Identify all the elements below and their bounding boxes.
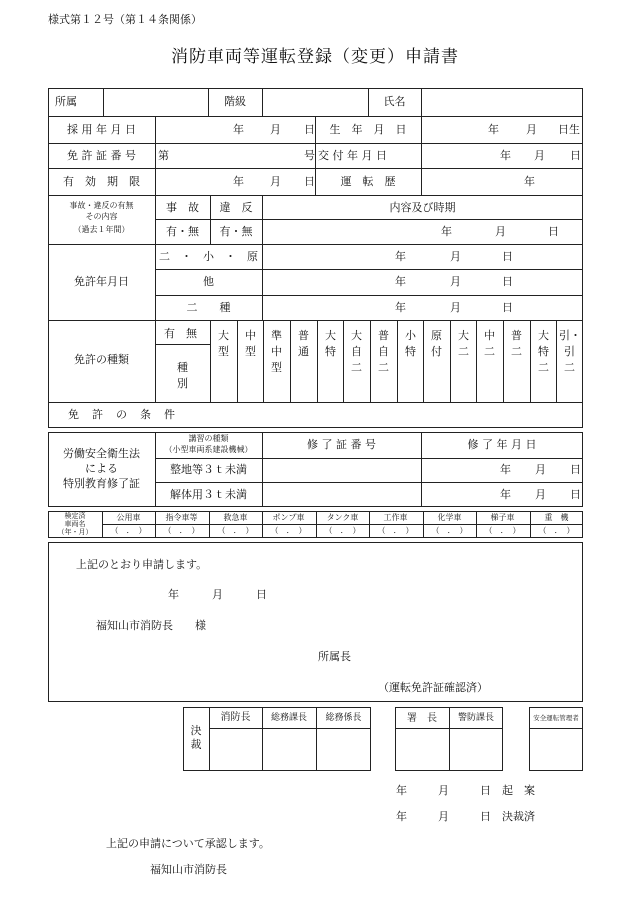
go-text: 号 xyxy=(304,149,315,162)
license-type-8[interactable]: 小特 xyxy=(405,329,416,358)
kessai-label: 決 裁 xyxy=(190,724,202,751)
license-type-2[interactable]: 中型 xyxy=(245,329,256,358)
month-text: 月 xyxy=(438,784,449,797)
birth-date-label: 生 年 月 日 xyxy=(329,123,407,136)
day-text: 日 xyxy=(480,810,491,823)
affiliation-label: 所属 xyxy=(55,95,77,108)
year-text: 年 xyxy=(395,275,406,288)
day-text: 日 xyxy=(502,301,513,314)
application-text: 上記のとおり申請します。 xyxy=(76,558,208,571)
cert-number-header: 修 了 証 番 号 xyxy=(307,438,376,451)
approve-text: 上記の申請について承認します。 xyxy=(106,837,270,850)
month-text: 月 xyxy=(270,123,281,136)
day-text: 日 xyxy=(548,225,559,238)
content-header: 内容及び時期 xyxy=(389,201,456,214)
vehicle-name-9: 重 機 xyxy=(544,513,569,522)
year-text: 年 xyxy=(233,175,244,188)
month-text: 月 xyxy=(535,463,546,476)
role-general-affairs-manager: 総務課長 xyxy=(270,713,307,723)
month-text: 月 xyxy=(526,123,537,136)
se-label-line1: 労働安全衛生法 xyxy=(63,447,140,460)
year-text: 年 xyxy=(395,250,406,263)
form-number: 様式第１２号（第１４条関係） xyxy=(48,13,202,26)
vehicle-date-1[interactable]: （ ． ） xyxy=(110,526,147,535)
accident-yes-no[interactable]: 有・無 xyxy=(166,225,199,238)
license-type-11[interactable]: 中二 xyxy=(484,329,495,358)
violation-yes-no[interactable]: 有・無 xyxy=(219,225,253,238)
year-text: 年 xyxy=(233,123,244,136)
day-text: 日 xyxy=(570,488,581,501)
month-text: 月 xyxy=(270,175,281,188)
day-text: 日 xyxy=(570,149,581,162)
vehicle-date-3[interactable]: （ ． ） xyxy=(217,526,254,535)
vehicle-label-line3: （年・月） xyxy=(57,528,93,536)
license-conditions-label: 免 許 の 条 件 xyxy=(68,408,176,421)
role-fire-chief: 消防長 xyxy=(220,712,251,723)
dai-text: 第 xyxy=(158,149,169,162)
license-type-label: 免許の種類 xyxy=(74,353,129,366)
vehicle-date-8[interactable]: （ ． ） xyxy=(484,526,521,535)
accident-label-line1: 事故・違反の有無 xyxy=(69,201,134,210)
role-fire-prevention-manager: 警防課長 xyxy=(457,713,494,723)
rank-label: 階級 xyxy=(224,95,246,108)
year-text: 年 xyxy=(500,149,511,162)
vehicle-name-2: 指令車等 xyxy=(165,513,198,522)
se-label-line2: による xyxy=(85,462,118,475)
role-general-affairs-chief: 総務係長 xyxy=(325,713,362,723)
vehicle-date-5[interactable]: （ ． ） xyxy=(324,526,361,535)
day-text: 日 xyxy=(570,463,581,476)
year-text: 年 xyxy=(395,301,406,314)
license-type-9[interactable]: 原付 xyxy=(431,329,442,358)
license-number-label: 免 許 証 番 号 xyxy=(67,149,136,162)
vehicle-date-6[interactable]: （ ． ） xyxy=(377,526,414,535)
month-text: 月 xyxy=(450,275,461,288)
vehicle-name-7: 化学車 xyxy=(437,513,462,522)
drafted-text: 起 案 xyxy=(502,784,535,797)
accident-label-line3: （過去１年間） xyxy=(73,225,130,234)
month-text: 月 xyxy=(495,225,506,238)
vehicle-label-line2: 車両名 xyxy=(64,520,86,528)
application-date: 年 月 日 xyxy=(168,588,267,601)
year-text: 年 xyxy=(500,488,511,501)
decided-text: 決裁済 xyxy=(502,810,535,823)
accident-header: 事 故 xyxy=(166,201,199,214)
license-type-4[interactable]: 普通 xyxy=(298,329,309,358)
year-text: 年 xyxy=(500,463,511,476)
day-text: 日 xyxy=(304,175,315,188)
license-type-7[interactable]: 普自二 xyxy=(378,329,389,374)
license-line-2: 他 xyxy=(203,275,214,288)
year-text: 年 xyxy=(396,810,407,823)
day-text: 日 xyxy=(502,275,513,288)
month-text: 月 xyxy=(535,488,546,501)
year-text: 年 xyxy=(524,175,535,188)
day-text: 日 xyxy=(480,784,491,797)
year-text: 年 xyxy=(441,225,452,238)
license-type-14[interactable]: 引・引二 xyxy=(559,329,581,374)
day-text: 日 xyxy=(502,250,513,263)
course-1: 整地等３ｔ未満 xyxy=(170,463,247,476)
license-date-label: 免許年月日 xyxy=(74,275,129,288)
license-type-6[interactable]: 大自二 xyxy=(351,329,362,374)
issue-date-label: 交 付 年 月 日 xyxy=(318,149,387,162)
vehicle-name-8: 梯子車 xyxy=(490,513,515,522)
license-line-1: 二 ・ 小 ・ 原 xyxy=(159,250,258,263)
vehicle-name-5: タンク車 xyxy=(326,513,359,522)
vehicle-name-3: 救急車 xyxy=(223,513,248,522)
fire-chief-sign: 福知山市消防長 xyxy=(150,863,227,876)
addressee: 福知山市消防長 様 xyxy=(96,619,206,632)
shubetsu-text: 種 別 xyxy=(177,361,188,390)
license-type-12[interactable]: 普二 xyxy=(511,329,522,358)
se-label-line3: 特別教育修了証 xyxy=(63,477,140,490)
vehicle-name-4: ポンプ車 xyxy=(272,513,305,522)
course-type-line2: （小型車両系建設機械） xyxy=(164,445,253,454)
license-line-3: 二 種 xyxy=(186,301,231,314)
license-confirmed: （運転免許証確認済） xyxy=(378,681,488,694)
day-text: 日 xyxy=(304,123,315,136)
completion-date-header: 修 了 年 月 日 xyxy=(467,438,537,451)
license-type-10[interactable]: 大二 xyxy=(458,329,469,358)
page-title: 消防車両等運転登録（変更）申請書 xyxy=(171,47,459,67)
vehicle-name-1: 公用車 xyxy=(116,513,141,522)
accident-label-line2: その内容 xyxy=(85,212,118,221)
birth-suffix: 日生 xyxy=(558,123,580,136)
role-safe-driving-manager: 安全運転管理者 xyxy=(533,714,579,722)
month-text: 月 xyxy=(534,149,545,162)
year-text: 年 xyxy=(488,123,499,136)
license-type-3[interactable]: 準中型 xyxy=(271,329,282,374)
violation-header: 違 反 xyxy=(219,201,253,214)
hire-date-label: 採 用 年 月 日 xyxy=(67,123,136,136)
course-2: 解体用３ｔ未満 xyxy=(170,488,247,501)
vehicle-date-2[interactable]: （ ． ） xyxy=(163,526,200,535)
license-type-13[interactable]: 大特二 xyxy=(538,329,549,374)
year-text: 年 xyxy=(396,784,407,797)
umu-text: 有 無 xyxy=(164,327,197,340)
month-text: 月 xyxy=(438,810,449,823)
name-label: 氏名 xyxy=(383,95,406,108)
vehicle-date-9[interactable]: （ ． ） xyxy=(538,526,575,535)
vehicle-label-line1: 検定済 xyxy=(64,512,86,520)
validity-label: 有 効 期 限 xyxy=(63,175,140,188)
month-text: 月 xyxy=(450,250,461,263)
month-text: 月 xyxy=(450,301,461,314)
course-type-line1: 講習の種類 xyxy=(188,434,229,443)
role-station-chief: 署 長 xyxy=(407,713,437,724)
vehicle-date-4[interactable]: （ ． ） xyxy=(270,526,307,535)
license-type-5[interactable]: 大特 xyxy=(325,329,336,358)
vehicle-date-7[interactable]: （ ． ） xyxy=(431,526,468,535)
section-chief: 所属長 xyxy=(318,650,351,663)
license-type-1[interactable]: 大型 xyxy=(218,329,229,358)
driving-history-label: 運 転 歴 xyxy=(340,175,396,188)
vehicle-name-6: 工作車 xyxy=(383,513,408,522)
